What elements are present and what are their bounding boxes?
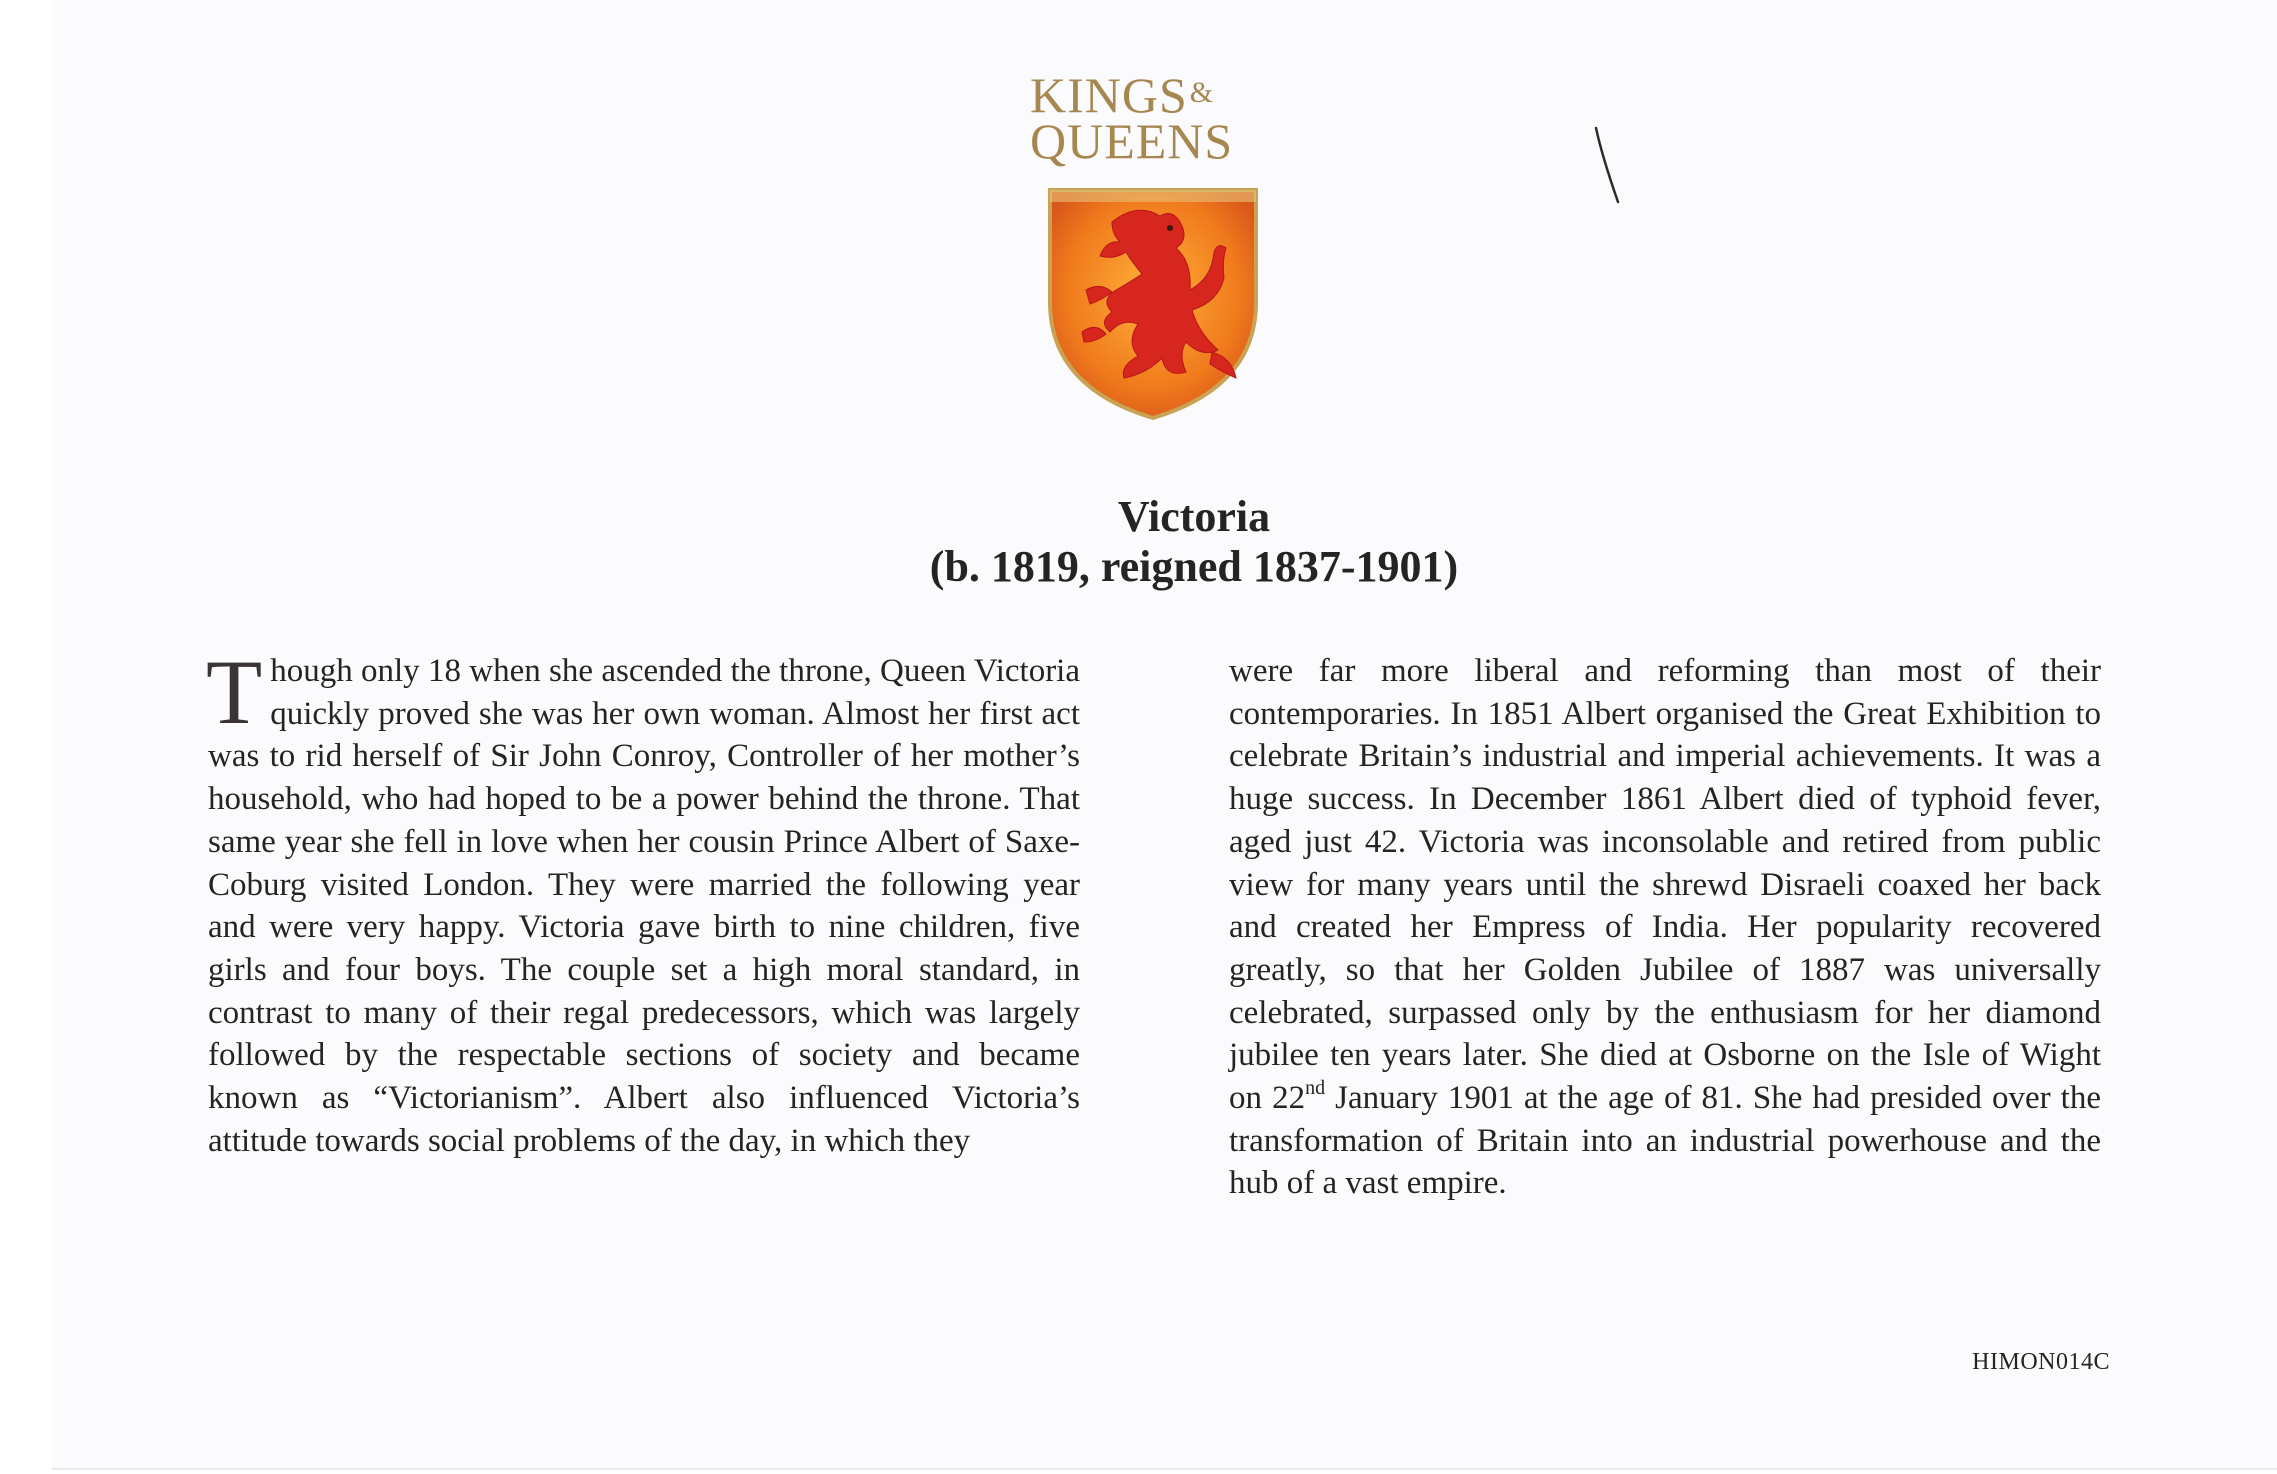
pen-stroke-mark xyxy=(1592,126,1622,206)
heading-block xyxy=(0,492,2277,592)
right-column-text-a: were far more liberal and reforming than most of their contemporaries. In 1851 Albert organised the Great Exhibition to celebrate Britain’s industrial and imperial achievements. It was a huge success. In December 1861 Albert died of typhoid fever, aged just 42. Victoria was inconsolable and retired from public view for many years until the shrewd Disraeli coaxed her back and created her Empress of India. Her popularity recovered greatly, so that her Golden Jubilee of 1887 was universally celebrated, surpassed only by the enthusiasm for her diamond jubilee ten years later. She died at Osborne on the Isle of Wight on 22 xyxy=(1229,653,2101,1117)
monarch-name: Victoria xyxy=(1117,492,1271,541)
text-column-right xyxy=(1229,650,2101,1205)
dropcap: T xyxy=(206,641,263,743)
paragraph-left xyxy=(206,641,1080,1162)
ordinal-suffix: nd xyxy=(1305,1077,1326,1100)
brand-logo-text xyxy=(1030,67,1290,169)
lion-rampant-shield-icon xyxy=(1042,182,1264,422)
brand-line-queens: QUEENS xyxy=(1030,113,1234,169)
right-column-text-b: January 1901 at the age of 81. She had presided over the transformation of Britain into an industrial powerhouse and the hub of a vast empire. xyxy=(1229,1080,2101,1202)
monarch-dates: (b. 1819, reigned 1837-1901) xyxy=(929,542,1459,591)
brand-line-kings: KINGS& xyxy=(1030,67,1215,123)
product-code: HIMON014C xyxy=(1972,1349,2110,1375)
brand-ampersand: & xyxy=(1189,76,1215,109)
text-column-left xyxy=(206,641,1080,1162)
left-column-text: hough only 18 when she ascended the throne, Queen Victoria quickly proved she was her own woman. Almost her first act was to rid herself of Sir John Conroy, Controller of her mother’s household, who had hoped to be a power behind the throne. That same year she fell in love when her cousin Prince Albert of Saxe-Coburg visited London. They were married the following year and were very happy. Victoria gave birth to nine children, five girls and four boys. The couple set a high moral standard, in contrast to many of their regal predecessors, which was largely followed by the respectable sections of society and became known as “Victorianism”. Albert also influenced Victoria’s attitude towards social problems of the day, in which they xyxy=(208,653,1080,1159)
paragraph-right xyxy=(1229,650,2101,1205)
